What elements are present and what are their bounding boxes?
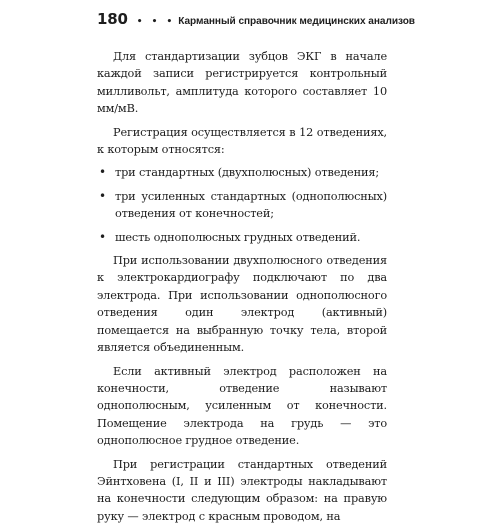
bullet-icon: • [99,229,106,244]
list-item [97,229,387,246]
paragraph: Если активный электрод расположен на конечности, отведение называют однополюсным, усиленным от конечности. Помещение электрода на грудь — это однополюсное грудное отведение. [97,364,387,448]
paragraph: Регистрация осуществляется в 12 отведениях, к которым относятся: [97,125,387,157]
list-item-text: три усиленных стандартных (однополюсных) отведения от конечностей; [115,189,387,221]
header-separator-dots: • • • [136,17,176,27]
bullet-icon: • [99,165,106,180]
page-body [97,48,387,525]
book-page [97,10,415,531]
running-title: Карманный справочник медицинских анализов [178,16,415,27]
paragraph: При регистрации стандартных отведений Эйнтховена (I, II и III) электроды накладывают на конечности следующим образом: на правую руку — электрод с красным проводом, на [97,457,387,523]
list-item [97,164,387,181]
bullet-icon: • [99,188,106,203]
list-item [97,188,387,223]
list-item-text: три стандартных (двухполюсных) отведения; [115,166,379,180]
page-number: 180 [97,10,128,28]
paragraph: При использовании двухполюсного отведения к электрокардиографу подключают по два электрода. При использовании однополюсного отведения один электрод (активный) помещается на выбранную точку тела, второй является объединенным. [97,254,387,355]
leads-list [97,164,387,246]
paragraph: Для стандартизации зубцов ЭКГ в начале каждой записи регистрируется контрольный милливольт, амплитуда которого составляет 10 мм/мВ. [97,50,387,116]
list-item-text: шесть однополюсных грудных отведений. [115,230,361,244]
page-header [97,10,415,36]
